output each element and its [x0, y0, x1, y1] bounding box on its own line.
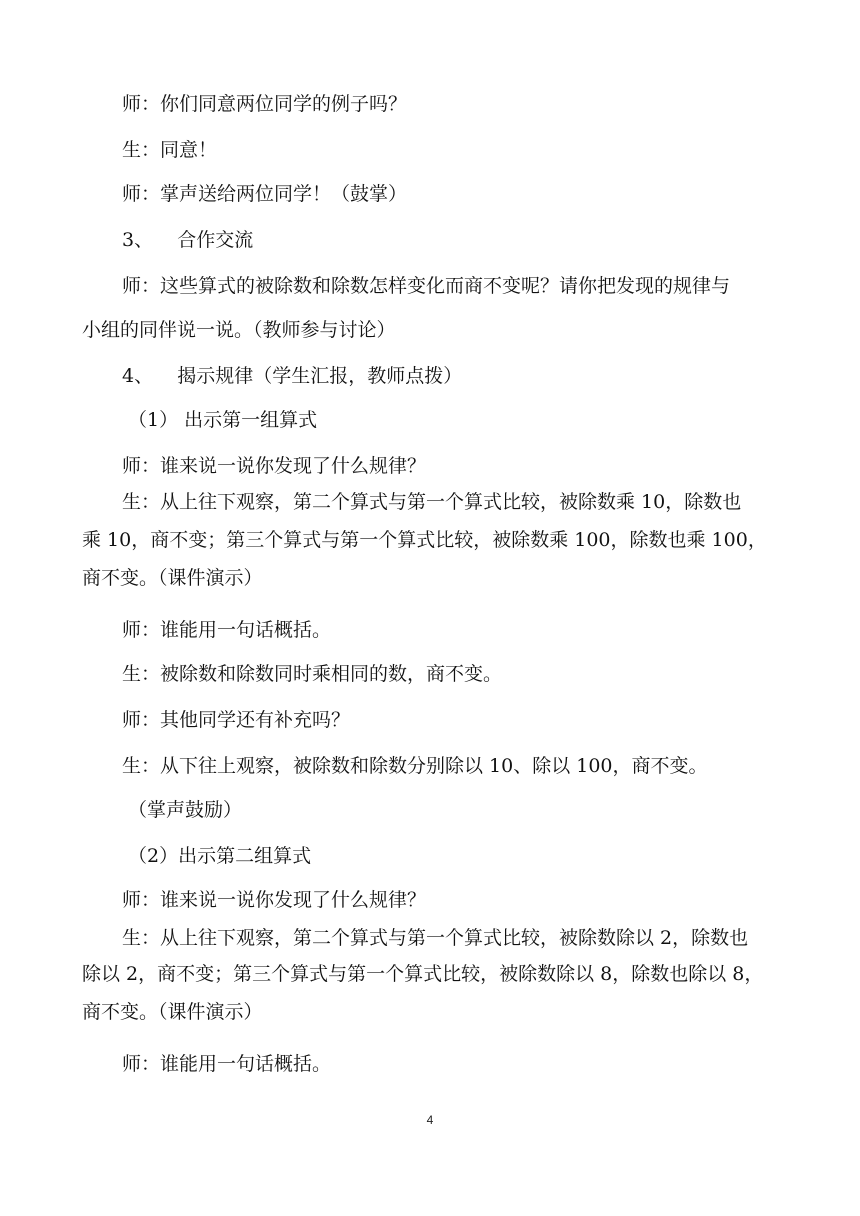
paragraph-line: 师：这些算式的被除数和除数怎样变化而商不变呢？请你把发现的规律与	[122, 275, 731, 297]
paragraph-line: 师：谁来说一说你发现了什么规律？	[122, 889, 427, 911]
paragraph-line: 师：其他同学还有补充吗？	[122, 709, 351, 731]
paragraph-line: 生：从上往下观察，第二个算式与第一个算式比较，被除数乘 10，除数也	[122, 491, 742, 513]
paragraph-line: 师：谁能用一句话概括。	[122, 619, 332, 641]
paragraph-line: 师：谁来说一说你发现了什么规律？	[122, 455, 427, 477]
paragraph-line: 生：同意！	[122, 139, 218, 161]
paragraph-line: 商不变。（课件演示）	[82, 567, 263, 589]
paragraph-line: 师：你们同意两位同学的例子吗？	[122, 93, 408, 115]
paragraph-line: 商不变。（课件演示）	[82, 1001, 263, 1023]
paragraph-line: 生：从下往上观察，被除数和除数分别除以 10、除以 100，商不变。	[122, 755, 708, 777]
paragraph-line: 小组的同伴说一说。（教师参与讨论）	[82, 319, 396, 341]
paragraph-line: 除以 2，商不变；第三个算式与第一个算式比较，被除数除以 8，除数也除以 8，	[82, 963, 764, 985]
paragraph-line: 生：被除数和除数同时乘相同的数，商不变。	[122, 663, 503, 685]
paragraph-line: 乘 10，商不变；第三个算式与第一个算式比较，被除数乘 100，除数也乘 100，	[82, 529, 767, 551]
subsection-heading: （1） 出示第一组算式	[128, 409, 318, 431]
section-heading: 4、 揭示规律（学生汇报，教师点拨）	[122, 365, 463, 387]
paragraph-line: 生：从上往下观察，第二个算式与第一个算式比较，被除数除以 2，除数也	[122, 927, 749, 949]
paragraph-line: 师：掌声送给两位同学！（鼓掌）	[122, 183, 408, 205]
section-heading: 3、 合作交流	[122, 229, 254, 251]
subsection-heading: （2）出示第二组算式	[128, 845, 312, 867]
paragraph-line: （掌声鼓励）	[128, 799, 243, 821]
paragraph-line: 师：谁能用一句话概括。	[122, 1053, 332, 1075]
page-number: 4	[426, 1113, 434, 1127]
